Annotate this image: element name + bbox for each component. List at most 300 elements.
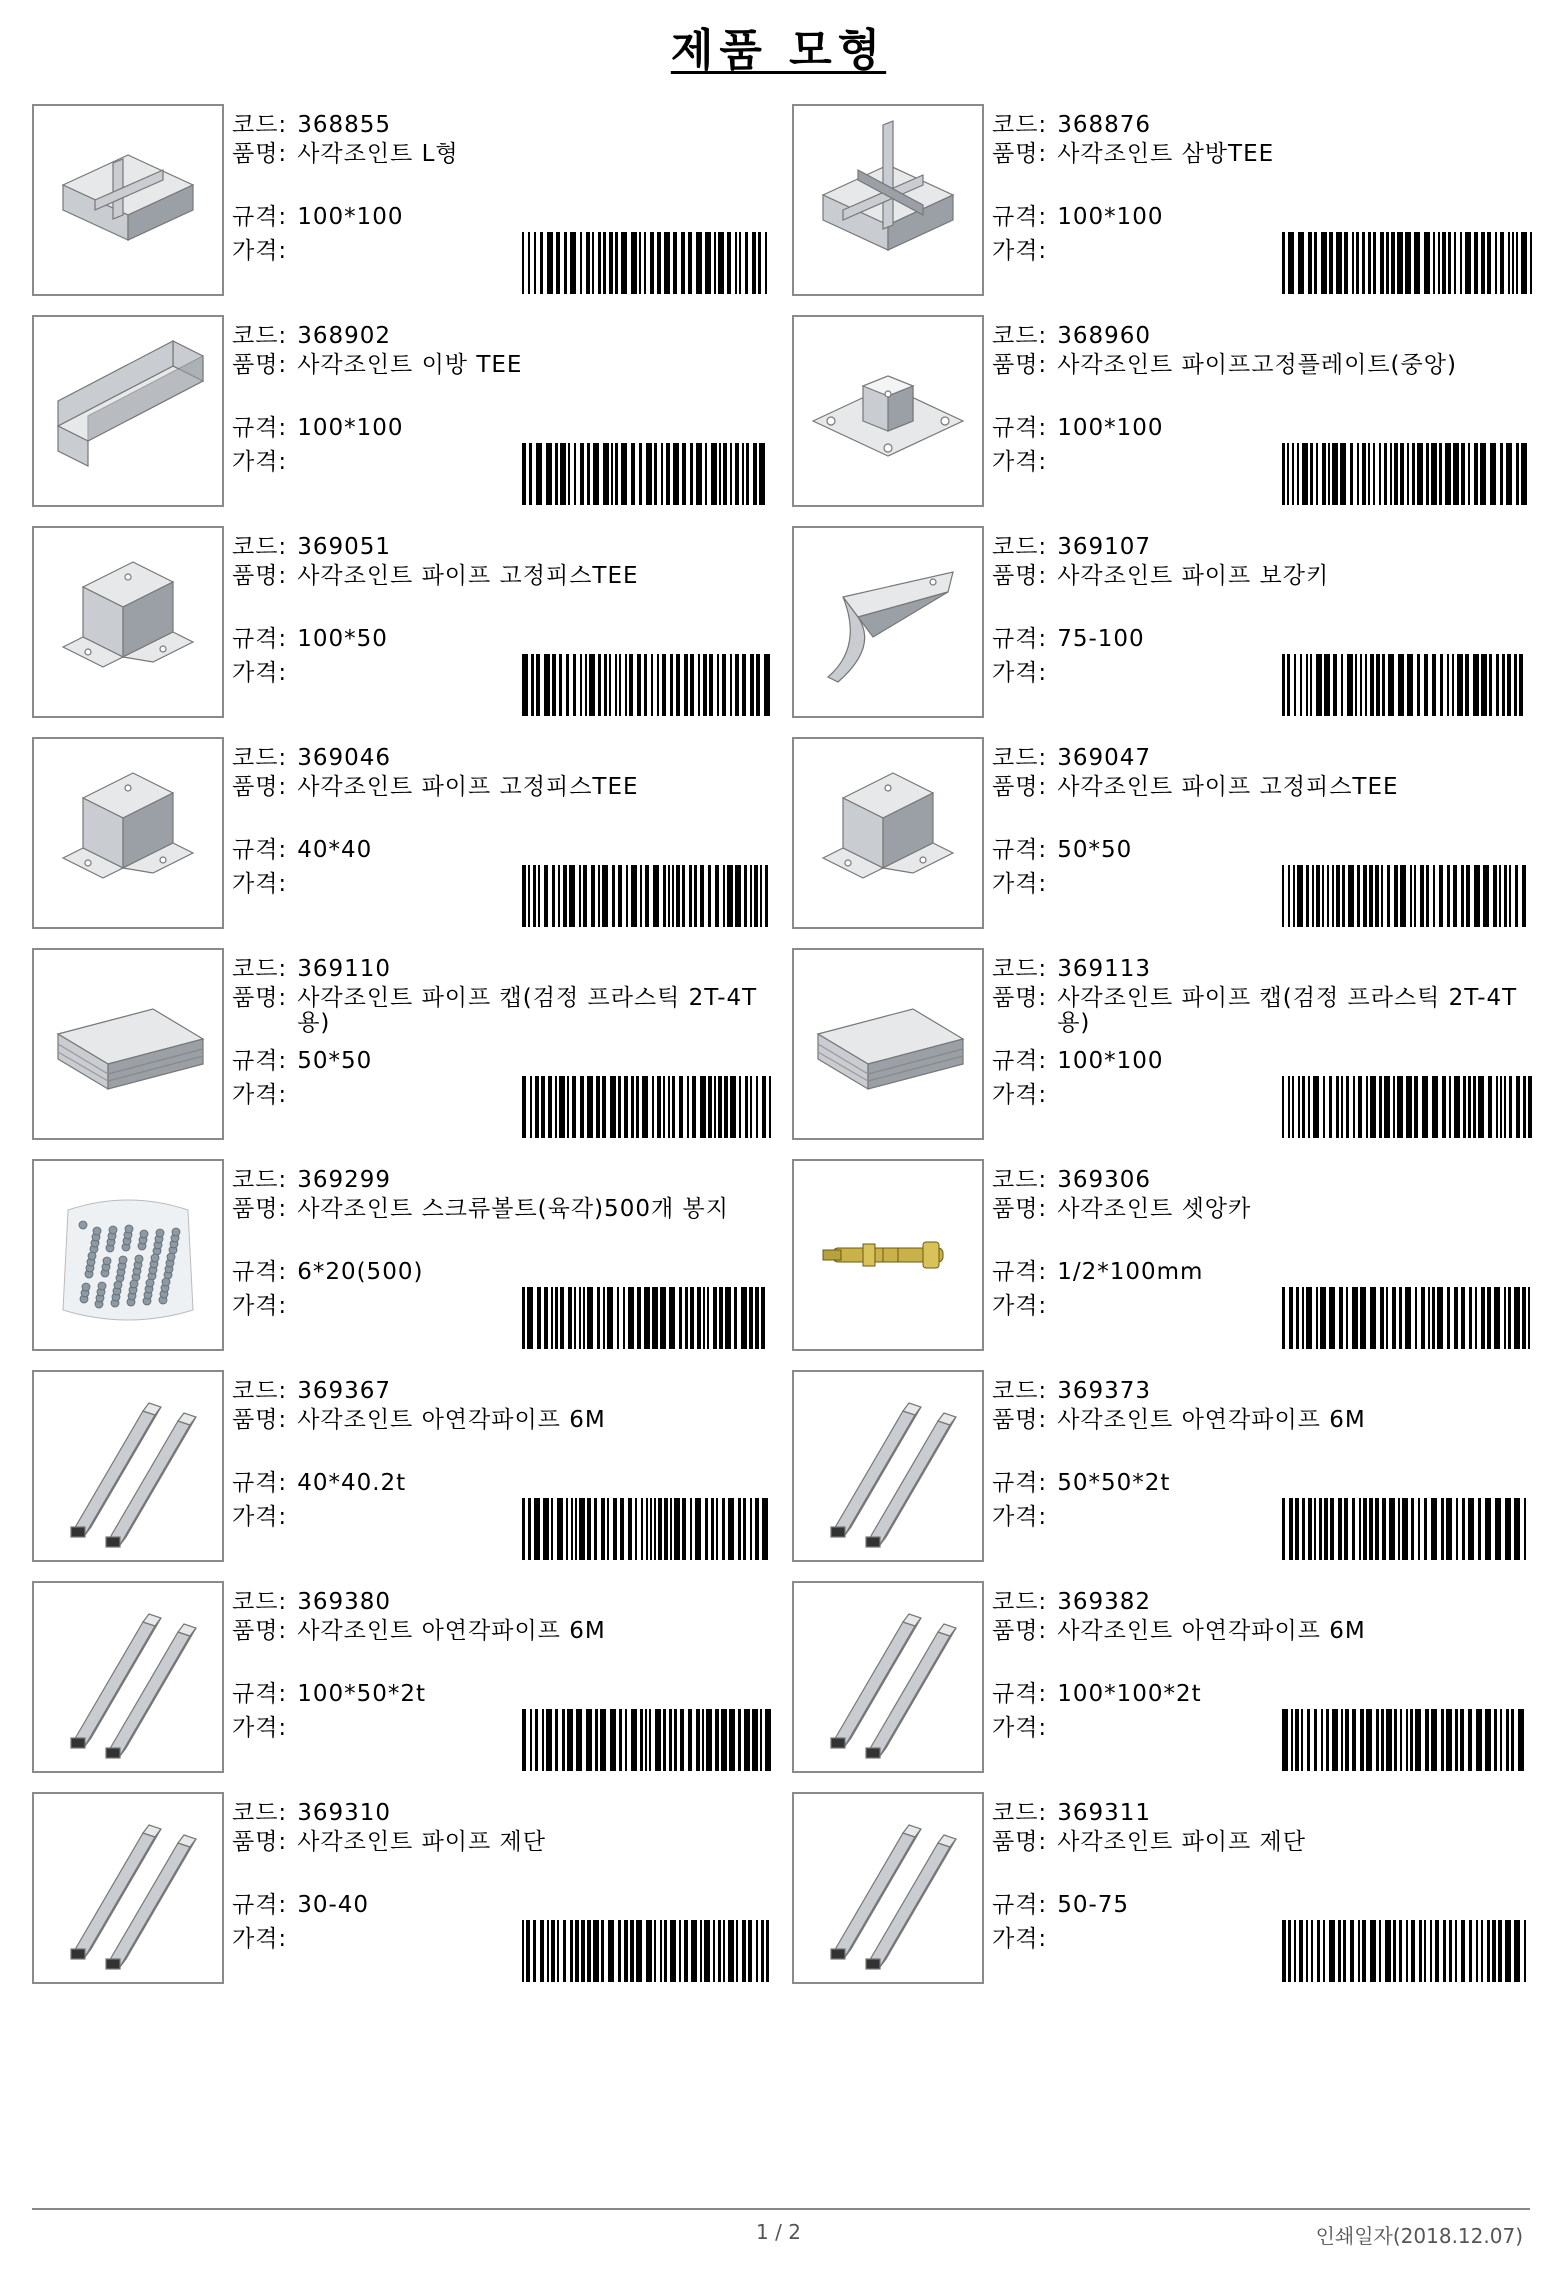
spec-value: 100*100 — [1057, 415, 1164, 441]
code-row — [992, 321, 1537, 351]
product-image — [32, 315, 224, 507]
code-row — [992, 532, 1537, 562]
price-row — [992, 1291, 1057, 1321]
product-card — [792, 1792, 1537, 1984]
product-info — [992, 1165, 1537, 1319]
spec-label: 규격: — [992, 1892, 1048, 1918]
code-row — [232, 1587, 777, 1617]
name-value: 사각조인트 파이프 캡(검정 프라스틱 2T-4T용) — [297, 985, 758, 1036]
price-value — [287, 1291, 297, 1321]
code-label: 코드: — [232, 323, 288, 349]
product-image — [792, 1159, 984, 1351]
code-label: 코드: — [232, 112, 288, 138]
code-label: 코드: — [232, 1589, 288, 1615]
code-value: 368960 — [1057, 323, 1151, 349]
spec-label: 규격: — [992, 1681, 1048, 1707]
code-value: 369373 — [1057, 1378, 1151, 1404]
product-card — [32, 948, 777, 1140]
product-info — [992, 532, 1537, 686]
price-label: 가격: — [232, 1926, 288, 1952]
price-label: 가격: — [992, 1504, 1048, 1530]
name-label: 품명: — [232, 563, 288, 589]
spec-row — [992, 835, 1132, 865]
code-row — [232, 532, 777, 562]
price-value — [1047, 1713, 1057, 1743]
code-label: 코드: — [992, 956, 1048, 982]
spec-label: 규격: — [992, 415, 1048, 441]
name-row — [992, 1828, 1537, 1890]
product-card — [32, 1159, 777, 1351]
product-image — [32, 104, 224, 296]
product-info — [992, 1798, 1537, 1952]
spec-label: 규격: — [232, 1470, 288, 1496]
spec-value: 50*50*2t — [1057, 1470, 1171, 1496]
price-label: 가격: — [992, 1293, 1048, 1319]
product-info — [992, 1376, 1537, 1530]
price-label: 가격: — [232, 238, 288, 264]
price-value — [1047, 447, 1057, 477]
product-card — [792, 948, 1537, 1140]
base-plate-icon — [803, 326, 973, 496]
code-value: 368876 — [1057, 112, 1151, 138]
code-label: 코드: — [232, 1800, 288, 1826]
name-row — [992, 773, 1537, 835]
price-label: 가격: — [992, 660, 1048, 686]
name-label: 품명: — [992, 1407, 1048, 1433]
name-label: 품명: — [232, 1407, 288, 1433]
price-value — [1047, 1080, 1057, 1110]
code-value: 369047 — [1057, 745, 1151, 771]
price-row — [992, 1502, 1057, 1532]
page-number: 1 / 2 — [756, 2220, 801, 2244]
product-card — [792, 104, 1537, 296]
spec-value: 100*100*2t — [1057, 1681, 1202, 1707]
price-row — [232, 1502, 297, 1532]
price-value — [1047, 1291, 1057, 1321]
spec-row — [232, 1468, 406, 1498]
brace-icon — [803, 537, 973, 707]
spec-row — [992, 1679, 1202, 1709]
name-row — [232, 351, 777, 413]
code-value: 368855 — [297, 112, 391, 138]
cap-icon — [43, 959, 213, 1129]
price-label: 가격: — [232, 871, 288, 897]
spec-label: 규격: — [232, 1048, 288, 1074]
product-image — [32, 1581, 224, 1773]
product-image — [792, 104, 984, 296]
code-row — [992, 1376, 1537, 1406]
barcode — [1282, 1498, 1532, 1560]
name-value: 사각조인트 삼방TEE — [1057, 141, 1275, 167]
code-row — [232, 954, 777, 984]
name-label: 품명: — [992, 1618, 1048, 1644]
code-value: 369107 — [1057, 534, 1151, 560]
screw-bag-icon — [43, 1170, 213, 1340]
code-row — [992, 954, 1537, 984]
anchor-bolt-icon — [803, 1170, 973, 1340]
code-label: 코드: — [992, 1800, 1048, 1826]
spec-value: 1/2*100mm — [1057, 1259, 1204, 1285]
name-label: 품명: — [992, 352, 1048, 378]
u-bracket-icon — [43, 748, 213, 918]
product-card — [32, 104, 777, 296]
barcode — [522, 1076, 772, 1138]
product-info — [232, 321, 777, 475]
price-value — [287, 1080, 297, 1110]
product-card — [32, 526, 777, 718]
channel-joint-icon — [43, 326, 213, 496]
name-value: 사각조인트 셋앙카 — [1057, 1196, 1252, 1222]
tee-joint-icon — [803, 115, 973, 285]
name-value: 사각조인트 파이프 캡(검정 프라스틱 2T-4T용) — [1057, 985, 1518, 1036]
page-title: 제품 모형 — [670, 25, 887, 76]
code-row — [232, 1165, 777, 1195]
price-value — [287, 869, 297, 899]
price-row — [992, 658, 1057, 688]
product-info — [232, 1165, 777, 1319]
name-row — [232, 984, 777, 1046]
product-info — [232, 743, 777, 897]
name-row — [992, 1406, 1537, 1468]
spec-row — [992, 1468, 1170, 1498]
spec-value: 6*20(500) — [297, 1259, 424, 1285]
price-value — [287, 1924, 297, 1954]
price-label: 가격: — [232, 1504, 288, 1530]
product-image — [32, 526, 224, 718]
spec-value: 40*40 — [297, 837, 373, 863]
name-value: 사각조인트 파이프 고정피스TEE — [297, 563, 639, 589]
spec-label: 규격: — [232, 626, 288, 652]
code-label: 코드: — [992, 1378, 1048, 1404]
spec-label: 규격: — [232, 1681, 288, 1707]
name-label: 품명: — [232, 985, 288, 1011]
price-value — [1047, 658, 1057, 688]
code-label: 코드: — [232, 534, 288, 560]
name-label: 품명: — [992, 141, 1048, 167]
price-label: 가격: — [232, 660, 288, 686]
price-label: 가격: — [992, 871, 1048, 897]
price-row — [992, 447, 1057, 477]
price-row — [232, 1924, 297, 1954]
code-row — [992, 1165, 1537, 1195]
name-row — [992, 1195, 1537, 1257]
product-info — [992, 110, 1537, 264]
price-row — [232, 869, 297, 899]
code-value: 369113 — [1057, 956, 1151, 982]
spec-row — [232, 1890, 369, 1920]
price-row — [232, 1080, 297, 1110]
name-row — [992, 140, 1537, 202]
name-label: 품명: — [992, 563, 1048, 589]
price-row — [232, 447, 297, 477]
square-pipe-icon — [803, 1803, 973, 1973]
price-label: 가격: — [232, 1293, 288, 1319]
spec-value: 100*100 — [1057, 1048, 1164, 1074]
price-label: 가격: — [992, 449, 1048, 475]
square-pipe-icon — [43, 1803, 213, 1973]
spec-value: 75-100 — [1057, 626, 1145, 652]
name-label: 품명: — [992, 1196, 1048, 1222]
spec-label: 규격: — [232, 1892, 288, 1918]
name-value: 사각조인트 파이프 고정피스TEE — [1057, 774, 1399, 800]
barcode — [1282, 654, 1532, 716]
product-info — [232, 110, 777, 264]
product-info — [232, 1587, 777, 1741]
spec-row — [232, 835, 372, 865]
barcode — [522, 1287, 772, 1349]
spec-row — [992, 202, 1164, 232]
product-info — [992, 954, 1537, 1108]
code-value: 369367 — [297, 1378, 391, 1404]
barcode — [522, 443, 772, 505]
name-value: 사각조인트 아연각파이프 6M — [297, 1407, 606, 1433]
price-value — [287, 447, 297, 477]
price-row — [232, 658, 297, 688]
product-card — [32, 1792, 777, 1984]
name-label: 품명: — [232, 774, 288, 800]
code-value: 369306 — [1057, 1167, 1151, 1193]
price-value — [287, 1502, 297, 1532]
spec-value: 40*40.2t — [297, 1470, 407, 1496]
product-card — [32, 1581, 777, 1773]
name-value: 사각조인트 파이프 제단 — [1057, 1829, 1306, 1855]
spec-label: 규격: — [232, 415, 288, 441]
barcode — [522, 1498, 772, 1560]
code-row — [232, 321, 777, 351]
price-row — [232, 1291, 297, 1321]
barcode — [1282, 865, 1532, 927]
square-pipe-icon — [803, 1592, 973, 1762]
square-pipe-icon — [43, 1381, 213, 1551]
spec-value: 100*100 — [1057, 204, 1164, 230]
product-image — [32, 1792, 224, 1984]
name-label: 품명: — [992, 985, 1048, 1011]
spec-label: 규격: — [992, 204, 1048, 230]
product-image — [32, 1159, 224, 1351]
name-value: 사각조인트 아연각파이프 6M — [1057, 1407, 1366, 1433]
price-row — [992, 1080, 1057, 1110]
spec-row — [992, 1890, 1129, 1920]
spec-value: 30-40 — [297, 1892, 370, 1918]
product-image — [792, 948, 984, 1140]
price-value — [287, 658, 297, 688]
name-label: 품명: — [232, 141, 288, 167]
spec-row — [232, 1046, 372, 1076]
barcode — [1282, 1287, 1532, 1349]
price-label: 가격: — [992, 1082, 1048, 1108]
spec-row — [232, 1257, 423, 1287]
price-value — [1047, 236, 1057, 266]
spec-row — [992, 413, 1164, 443]
code-label: 코드: — [992, 534, 1048, 560]
spec-label: 규격: — [992, 1470, 1048, 1496]
product-card — [792, 737, 1537, 929]
name-label: 품명: — [232, 352, 288, 378]
product-image — [32, 737, 224, 929]
name-value: 사각조인트 파이프 보강키 — [1057, 563, 1330, 589]
name-label: 품명: — [992, 774, 1048, 800]
code-value: 369382 — [1057, 1589, 1151, 1615]
product-info — [232, 1798, 777, 1952]
product-image — [792, 315, 984, 507]
price-label: 가격: — [232, 1082, 288, 1108]
code-row — [232, 1376, 777, 1406]
name-row — [232, 1828, 777, 1890]
code-label: 코드: — [232, 956, 288, 982]
barcode — [522, 654, 772, 716]
print-date: 인쇄일자(2018.12.07) — [1315, 2224, 1523, 2248]
code-value: 369299 — [297, 1167, 391, 1193]
product-card — [792, 1159, 1537, 1351]
code-value: 369380 — [297, 1589, 391, 1615]
spec-value: 50*50 — [297, 1048, 373, 1074]
name-label: 품명: — [232, 1196, 288, 1222]
spec-row — [992, 1046, 1164, 1076]
product-grid — [32, 104, 1542, 1994]
name-value: 사각조인트 스크류볼트(육각)500개 봉지 — [297, 1196, 729, 1222]
price-value — [1047, 1502, 1057, 1532]
code-row — [232, 1798, 777, 1828]
code-label: 코드: — [232, 1167, 288, 1193]
price-label: 가격: — [992, 1715, 1048, 1741]
product-info — [992, 743, 1537, 897]
product-image — [792, 737, 984, 929]
name-row — [992, 351, 1537, 413]
code-label: 코드: — [992, 1589, 1048, 1615]
code-label: 코드: — [992, 1167, 1048, 1193]
code-row — [232, 743, 777, 773]
code-row — [232, 110, 777, 140]
code-label: 코드: — [992, 323, 1048, 349]
product-info — [232, 532, 777, 686]
product-card — [792, 1370, 1537, 1562]
spec-value: 100*100 — [297, 415, 404, 441]
product-info — [232, 1376, 777, 1530]
square-pipe-icon — [43, 1592, 213, 1762]
barcode — [1282, 1709, 1532, 1771]
price-value — [287, 1713, 297, 1743]
spec-value: 100*50*2t — [297, 1681, 427, 1707]
spec-row — [232, 1679, 426, 1709]
product-image — [792, 1370, 984, 1562]
name-row — [232, 140, 777, 202]
barcode — [1282, 1920, 1532, 1982]
price-label: 가격: — [992, 1926, 1048, 1952]
barcode — [1282, 232, 1532, 294]
code-label: 코드: — [992, 745, 1048, 771]
spec-row — [232, 413, 404, 443]
price-row — [232, 236, 297, 266]
name-value: 사각조인트 파이프고정플레이트(중앙) — [1057, 352, 1457, 378]
name-row — [232, 773, 777, 835]
name-row — [232, 1406, 777, 1468]
product-card — [32, 1370, 777, 1562]
code-row — [992, 1798, 1537, 1828]
product-image — [792, 1581, 984, 1773]
code-value: 368902 — [297, 323, 391, 349]
price-row — [992, 869, 1057, 899]
name-row — [232, 562, 777, 624]
price-value — [287, 236, 297, 266]
name-row — [232, 1195, 777, 1257]
code-value: 369051 — [297, 534, 391, 560]
price-label: 가격: — [232, 1715, 288, 1741]
price-row — [992, 1924, 1057, 1954]
price-row — [232, 1713, 297, 1743]
product-image — [792, 526, 984, 718]
price-row — [992, 236, 1057, 266]
spec-value: 50-75 — [1057, 1892, 1130, 1918]
product-card — [792, 1581, 1537, 1773]
u-bracket-icon — [43, 537, 213, 707]
name-value: 사각조인트 파이프 제단 — [297, 1829, 546, 1855]
name-row — [992, 562, 1537, 624]
spec-label: 규격: — [232, 837, 288, 863]
product-image — [792, 1792, 984, 1984]
name-value: 사각조인트 아연각파이프 6M — [1057, 1618, 1366, 1644]
name-value: 사각조인트 파이프 고정피스TEE — [297, 774, 639, 800]
name-row — [992, 1617, 1537, 1679]
name-value: 사각조인트 아연각파이프 6M — [297, 1618, 606, 1644]
spec-value: 50*50 — [1057, 837, 1133, 863]
code-label: 코드: — [992, 112, 1048, 138]
code-value: 369046 — [297, 745, 391, 771]
u-bracket-icon — [803, 748, 973, 918]
price-value — [1047, 869, 1057, 899]
spec-label: 규격: — [992, 837, 1048, 863]
price-label: 가격: — [992, 238, 1048, 264]
code-value: 369310 — [297, 1800, 391, 1826]
code-label: 코드: — [232, 745, 288, 771]
barcode — [522, 1709, 772, 1771]
spec-value: 100*50 — [297, 626, 388, 652]
cap-icon — [803, 959, 973, 1129]
spec-label: 규격: — [232, 1259, 288, 1285]
spec-label: 규격: — [232, 204, 288, 230]
spec-label: 규격: — [992, 1259, 1048, 1285]
barcode — [522, 1920, 772, 1982]
product-info — [992, 321, 1537, 475]
spec-value: 100*100 — [297, 204, 404, 230]
l-joint-icon — [43, 115, 213, 285]
product-info — [992, 1587, 1537, 1741]
product-info — [232, 954, 777, 1108]
name-value: 사각조인트 L형 — [297, 141, 459, 167]
spec-label: 규격: — [992, 626, 1048, 652]
price-value — [1047, 1924, 1057, 1954]
name-label: 품명: — [232, 1829, 288, 1855]
product-image — [32, 1370, 224, 1562]
code-row — [992, 1587, 1537, 1617]
price-row — [992, 1713, 1057, 1743]
code-row — [992, 743, 1537, 773]
name-row — [992, 984, 1537, 1046]
name-label: 품명: — [992, 1829, 1048, 1855]
product-card — [32, 315, 777, 507]
spec-row — [232, 202, 404, 232]
product-card — [792, 315, 1537, 507]
product-card — [792, 526, 1537, 718]
barcode — [1282, 443, 1532, 505]
code-row — [992, 110, 1537, 140]
spec-row — [992, 1257, 1203, 1287]
spec-label: 규격: — [992, 1048, 1048, 1074]
product-image — [32, 948, 224, 1140]
barcode — [522, 232, 772, 294]
name-label: 품명: — [232, 1618, 288, 1644]
barcode — [522, 865, 772, 927]
spec-row — [992, 624, 1145, 654]
